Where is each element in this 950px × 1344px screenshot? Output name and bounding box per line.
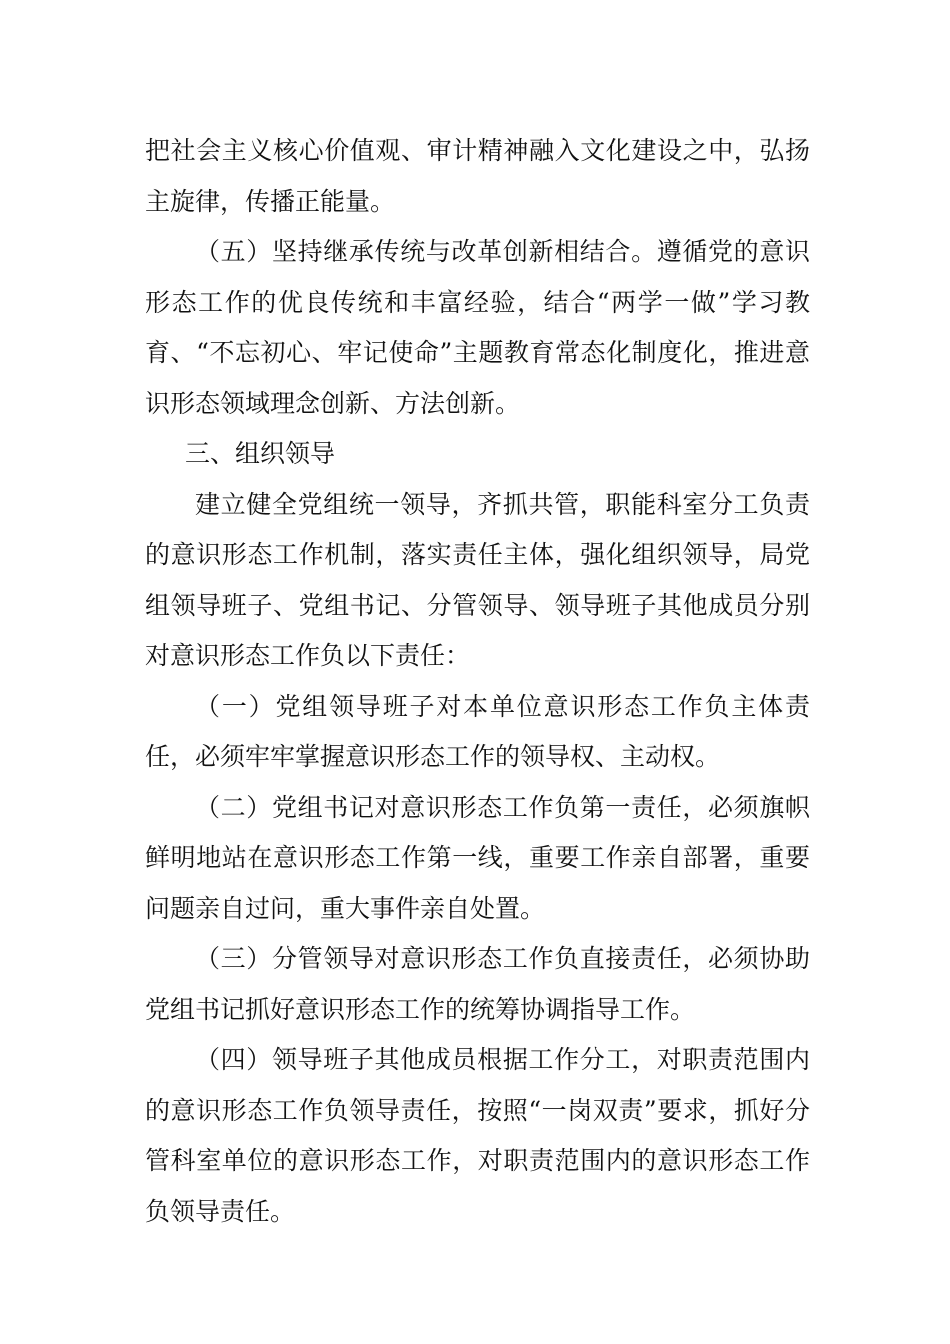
paragraph-continuation: 把社会主义核心价值观、审计精神融入文化建设之中，弘扬主旋律，传播正能量。 <box>145 136 810 216</box>
document-body <box>145 126 810 1237</box>
paragraph-item-one: （一）党组领导班子对本单位意识形态工作负主体责任，必须牢牢掌握意识形态工作的领导权、主动权。 <box>145 691 810 771</box>
section-heading: 三、组织领导 <box>185 439 336 468</box>
paragraph-item-four: （四）领导班子其他成员根据工作分工，对职责范围内的意识形态工作负领导责任，按照“一岗双责”要求，抓好分管科室单位的意识形态工作，对职责范围内的意识形态工作负领导责任。 <box>145 1045 810 1226</box>
paragraph-item-two: （二）党组书记对意识形态工作负第一责任，必须旗帜鲜明地站在意识形态工作第一线，重要工作亲自部署，重要问题亲自过问，重大事件亲自处置。 <box>145 792 810 923</box>
paragraph-item-five: （五）坚持继承传统与改革创新相结合。遵循党的意识形态工作的优良传统和丰富经验，结合“两学一做”学习教育、“不忘初心、牢记使命”主题教育常态化制度化，推进意识形态领域理念创新、方法创新。 <box>145 237 810 418</box>
paragraph-item-three: （三）分管领导对意识形态工作负直接责任，必须协助党组书记抓好意识形态工作的统筹协调指导工作。 <box>145 944 810 1024</box>
paragraph-section-intro: 建立健全党组统一领导，齐抓共管，职能科室分工负责的意识形态工作机制，落实责任主体，强化组织领导，局党组领导班子、党组书记、分管领导、领导班子其他成员分别对意识形态工作负以下责任： <box>145 489 810 670</box>
